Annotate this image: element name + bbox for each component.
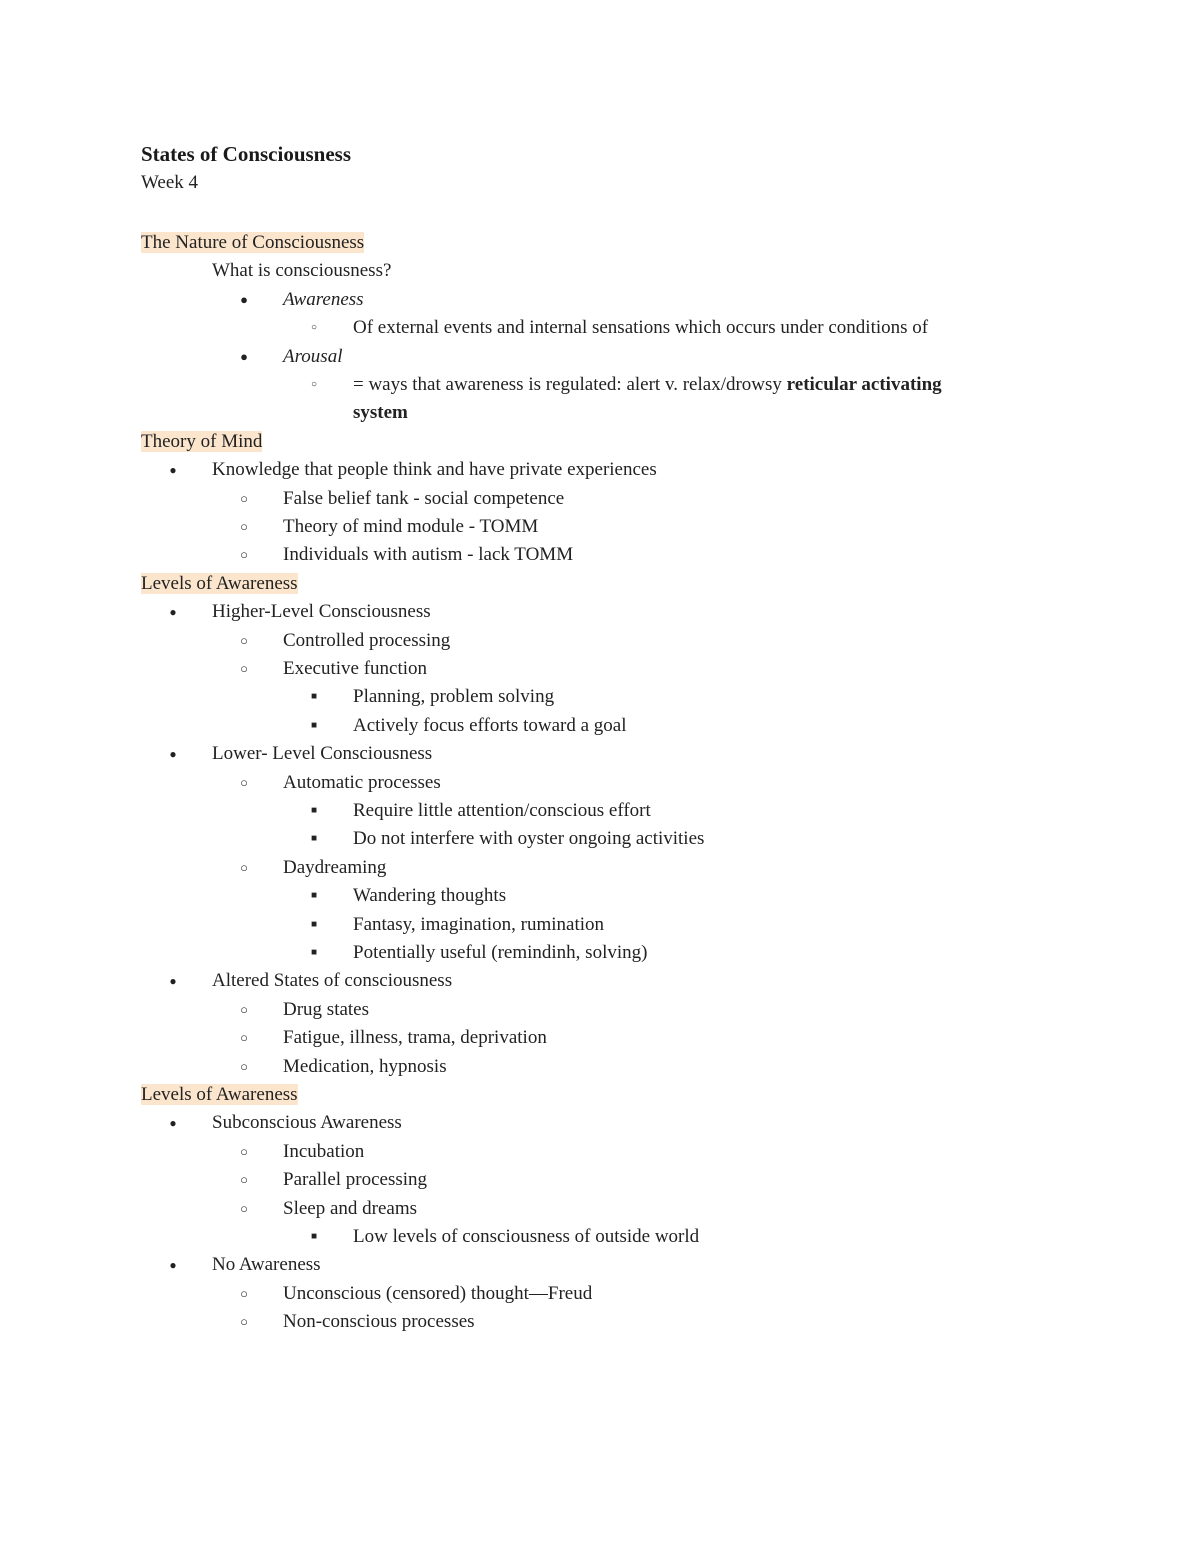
list-item-label: What is consciousness? xyxy=(212,260,392,282)
square-bullet-icon: ■ xyxy=(310,719,318,731)
list-item-label: Wandering thoughts xyxy=(353,885,507,907)
list-item-label: Actively focus efforts toward a goal xyxy=(353,714,627,736)
square-bullet-icon: ■ xyxy=(310,691,318,703)
section-heading-text: Levels of Awareness xyxy=(141,572,298,594)
list-item-text xyxy=(212,456,657,484)
circle-bullet-icon: ○ xyxy=(240,1314,248,1330)
circle-bullet-icon: ○ xyxy=(240,774,248,790)
disc-bullet-icon: ● xyxy=(169,1116,177,1131)
list-item-label: False belief tank - social competence xyxy=(283,487,565,509)
circle-bullet-icon: ○ xyxy=(240,1001,248,1017)
list-item-label: = ways that awareness is regulated: alert v. relax/drowsy xyxy=(353,374,787,395)
list-item-label: Incubation xyxy=(283,1140,365,1162)
list-item-text xyxy=(283,343,342,371)
list-item-label: Subconscious Awareness xyxy=(212,1112,402,1134)
list-item-text xyxy=(283,286,364,314)
square-bullet-icon: ■ xyxy=(310,890,318,902)
list-item-label: Arousal xyxy=(283,345,343,367)
list-item-text xyxy=(283,996,369,1024)
list-item-text xyxy=(283,1024,547,1052)
disc-bullet-icon: ● xyxy=(169,974,177,989)
circle-bullet-icon: ○ xyxy=(240,1200,248,1216)
section-heading xyxy=(141,1081,298,1109)
list-item-label: Individuals with autism - lack TOMM xyxy=(283,544,574,566)
circle-bullet-icon: ○ xyxy=(240,1172,248,1188)
list-item-label: Knowledge that people think and have private experiences xyxy=(212,459,657,481)
circle-bullet-icon: ○ xyxy=(310,322,318,334)
list-item-text xyxy=(283,1138,364,1166)
list-item-text xyxy=(353,882,506,910)
circle-bullet-icon: ○ xyxy=(240,1058,248,1074)
disc-bullet-icon: ● xyxy=(240,291,248,307)
list-item-label: Sleep and dreams xyxy=(283,1197,418,1219)
circle-bullet-icon: ○ xyxy=(240,632,248,648)
circle-bullet-icon: ○ xyxy=(240,1285,248,1301)
list-item-text xyxy=(353,825,704,853)
section-heading-text: The Nature of Consciousness xyxy=(141,232,365,253)
disc-bullet-icon: ● xyxy=(169,463,177,478)
disc-bullet-icon: ● xyxy=(169,747,177,762)
list-item-text xyxy=(353,797,651,825)
section-heading xyxy=(141,570,298,598)
circle-bullet-icon: ○ xyxy=(240,1030,248,1046)
list-item-label: Fatigue, illness, trama, deprivation xyxy=(283,1027,547,1049)
disc-bullet-icon: ● xyxy=(169,1258,177,1273)
list-item-label: Altered States of consciousness xyxy=(212,970,453,992)
circle-bullet-icon: ○ xyxy=(240,490,248,506)
section-heading-text: Levels of Awareness xyxy=(141,1084,298,1105)
list-item-text xyxy=(353,683,554,711)
list-item-label: Do not interfere with oyster ongoing activities xyxy=(353,828,705,850)
list-item-text xyxy=(283,854,386,882)
list-item-text xyxy=(283,769,441,797)
list-item-label: Low levels of consciousness of outside world xyxy=(353,1226,700,1247)
bold-term: system xyxy=(353,402,408,424)
list-item-text xyxy=(283,1308,475,1336)
list-item-label: Lower- Level Consciousness xyxy=(212,743,433,765)
list-item-text xyxy=(283,485,564,513)
list-item-label: Drug states xyxy=(283,998,370,1020)
document-subtitle: Week 4 xyxy=(141,172,199,193)
circle-bullet-icon: ○ xyxy=(240,547,248,563)
list-item-label: Unconscious (censored) thought—Freud xyxy=(283,1282,593,1304)
document-title: States of Consciousness xyxy=(141,142,352,166)
square-bullet-icon: ■ xyxy=(310,918,318,930)
list-item-text xyxy=(283,1166,427,1194)
list-item-label: No Awareness xyxy=(212,1254,321,1276)
list-item-text xyxy=(353,314,928,342)
circle-bullet-icon: ○ xyxy=(240,661,248,676)
list-item-label: Automatic processes xyxy=(283,771,441,793)
list-item-text xyxy=(283,627,450,655)
square-bullet-icon: ■ xyxy=(310,805,318,816)
disc-bullet-icon: ● xyxy=(240,348,248,364)
list-item-label: Daydreaming xyxy=(283,856,387,878)
circle-bullet-icon: ○ xyxy=(310,379,318,390)
square-bullet-icon: ■ xyxy=(310,1231,318,1242)
list-item-label: Non-conscious processes xyxy=(283,1311,475,1333)
list-item-text xyxy=(283,513,538,541)
list-item-label: Planning, problem solving xyxy=(353,686,555,708)
list-item-text xyxy=(353,939,647,967)
disc-bullet-icon: ● xyxy=(169,605,177,620)
list-item-label: Executive function xyxy=(283,658,428,679)
list-item-text xyxy=(353,371,942,399)
section-heading xyxy=(141,428,262,456)
section-heading xyxy=(141,229,364,257)
list-item-text xyxy=(283,1053,447,1081)
square-bullet-icon: ■ xyxy=(310,947,318,958)
list-item-label: Fantasy, imagination, rumination xyxy=(353,913,605,935)
list-item-text xyxy=(283,1280,592,1308)
list-item-text xyxy=(212,1109,402,1137)
list-item-text xyxy=(212,598,431,626)
list-item-text xyxy=(212,967,452,995)
circle-bullet-icon: ○ xyxy=(240,519,248,534)
list-item-text xyxy=(353,1223,699,1251)
list-item-text xyxy=(283,541,573,569)
list-item-label: Controlled processing xyxy=(283,629,451,651)
list-item-text xyxy=(353,712,626,740)
list-item-label: Medication, hypnosis xyxy=(283,1055,447,1077)
list-item-text xyxy=(212,740,432,768)
list-item-text xyxy=(212,1251,321,1279)
list-item-label: Of external events and internal sensations which occurs under conditions of xyxy=(353,317,929,339)
list-item-label: Awareness xyxy=(283,288,364,310)
list-item-text xyxy=(353,911,604,939)
list-item-label: Require little attention/conscious effort xyxy=(353,800,651,821)
list-item-text xyxy=(283,655,427,683)
list-item-text xyxy=(283,1195,417,1223)
list-item-text xyxy=(212,257,391,285)
list-item-label: Higher-Level Consciousness xyxy=(212,601,431,623)
section-heading-text: Theory of Mind xyxy=(141,430,263,452)
list-item-label: Parallel processing xyxy=(283,1169,428,1191)
list-item-text xyxy=(353,399,408,427)
circle-bullet-icon: ○ xyxy=(240,1143,248,1159)
list-item-label: Potentially useful (remindinh, solving) xyxy=(353,942,648,963)
list-item-label: Theory of mind module - TOMM xyxy=(283,516,539,537)
circle-bullet-icon: ○ xyxy=(240,859,248,875)
square-bullet-icon: ■ xyxy=(310,833,318,845)
bold-term: reticular activating xyxy=(786,374,942,395)
